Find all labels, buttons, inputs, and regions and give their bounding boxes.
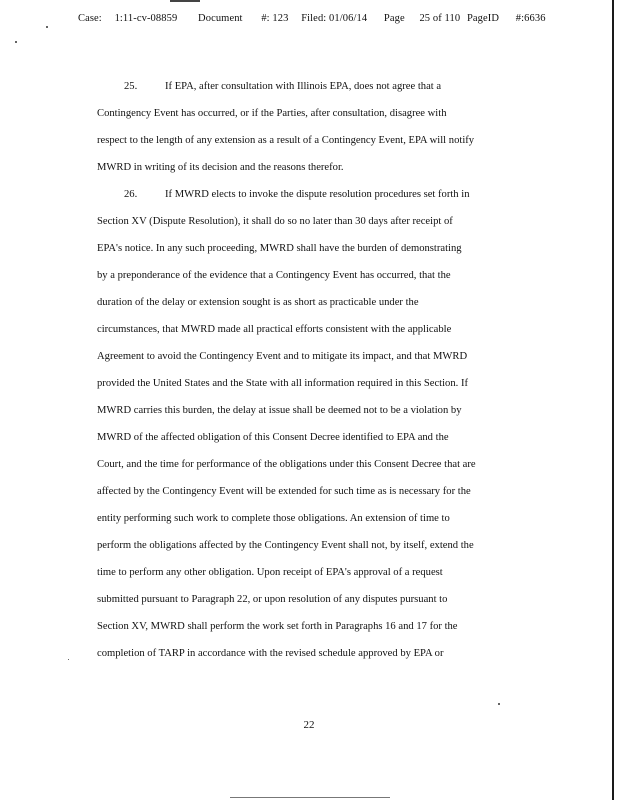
paragraph-26-line: affected by the Contingency Event will be extended for such time as is necessary for the bbox=[97, 486, 471, 497]
paragraph-26-line: by a preponderance of the evidence that a Contingency Event has occurred, that the bbox=[97, 270, 451, 281]
paragraph-25-line: Contingency Event has occurred, or if the Parties, after consultation, disagree with bbox=[97, 108, 447, 119]
page-number: 22 bbox=[303, 719, 315, 731]
paragraph-26-line: completion of TARP in accordance with the revised schedule approved by EPA or bbox=[97, 648, 444, 659]
header-filed: Filed: 01/06/14 bbox=[301, 13, 368, 24]
paragraph-26-line: circumstances, that MWRD made all practical efforts consistent with the applicable bbox=[97, 324, 452, 335]
paragraph-26-line: submitted pursuant to Paragraph 22, or upon resolution of any disputes pursuant to bbox=[97, 594, 448, 605]
paragraph-26-line: entity performing such work to complete those obligations. An extension of time to bbox=[97, 513, 450, 524]
court-filing-header bbox=[78, 13, 556, 24]
header-document-number: #: 123 bbox=[261, 13, 289, 24]
header-document-label: Document bbox=[198, 13, 243, 24]
header-pageid-number: #:6636 bbox=[515, 13, 546, 24]
paragraph-26-line: Court, and the time for performance of the obligations under this Consent Decree that are bbox=[97, 459, 476, 470]
paragraph-26-line: 26. If MWRD elects to invoke the dispute resolution procedures set forth in bbox=[97, 188, 515, 202]
paragraph-26-line: Section XV (Dispute Resolution), it shall do so no later than 30 days after receipt of bbox=[97, 216, 453, 227]
paragraph-26-line: Agreement to avoid the Contingency Event and to mitigate its impact, and that MWRD bbox=[97, 351, 468, 362]
paragraph-26-line: perform the obligations affected by the Contingency Event shall not, by itself, extend the bbox=[97, 540, 474, 551]
header-page-label: Page bbox=[383, 13, 405, 24]
paragraph-26-line: provided the United States and the State with all information required in this Section. If bbox=[97, 378, 468, 389]
header-case-number: 1:11-cv-08859 bbox=[114, 13, 178, 24]
scan-speck bbox=[15, 41, 17, 43]
scan-speck bbox=[46, 26, 48, 28]
paragraph-26-line: EPA's notice. In any such proceeding, MWRD shall have the burden of demonstrating bbox=[97, 243, 462, 254]
paragraph-25-line: respect to the length of any extension as a result of a Contingency Event, EPA will notify bbox=[97, 135, 475, 146]
paragraph-26-line: duration of the delay or extension sought is as short as practicable under the bbox=[97, 297, 419, 308]
scan-edge-right bbox=[612, 0, 614, 800]
paragraph-25-line: MWRD in writing of its decision and the reasons therefor. bbox=[97, 162, 344, 173]
header-page-count: 25 of 110 bbox=[419, 13, 461, 24]
scan-speck bbox=[498, 703, 500, 705]
header-pageid-label: PageID bbox=[466, 13, 500, 24]
paragraph-26-line: Section XV, MWRD shall perform the work set forth in Paragraphs 16 and 17 for the bbox=[97, 621, 458, 632]
header-case-label: Case: bbox=[78, 13, 102, 24]
paragraph-26-line: MWRD of the affected obligation of this Consent Decree identified to EPA and the bbox=[97, 432, 449, 443]
paragraph-26-line: time to perform any other obligation. Upon receipt of EPA's approval of a request bbox=[97, 567, 443, 578]
paragraph-number: 25. bbox=[124, 81, 138, 92]
scan-edge-bottom bbox=[230, 797, 390, 798]
scan-speck bbox=[68, 659, 69, 660]
paragraph-number: 26. bbox=[124, 189, 138, 200]
paragraph-25-line: 25. If EPA, after consultation with Illinois EPA, does not agree that a bbox=[97, 80, 515, 94]
paragraph-26-line: MWRD carries this burden, the delay at issue shall be deemed not to be a violation by bbox=[97, 405, 462, 416]
scan-edge-top bbox=[170, 0, 200, 2]
